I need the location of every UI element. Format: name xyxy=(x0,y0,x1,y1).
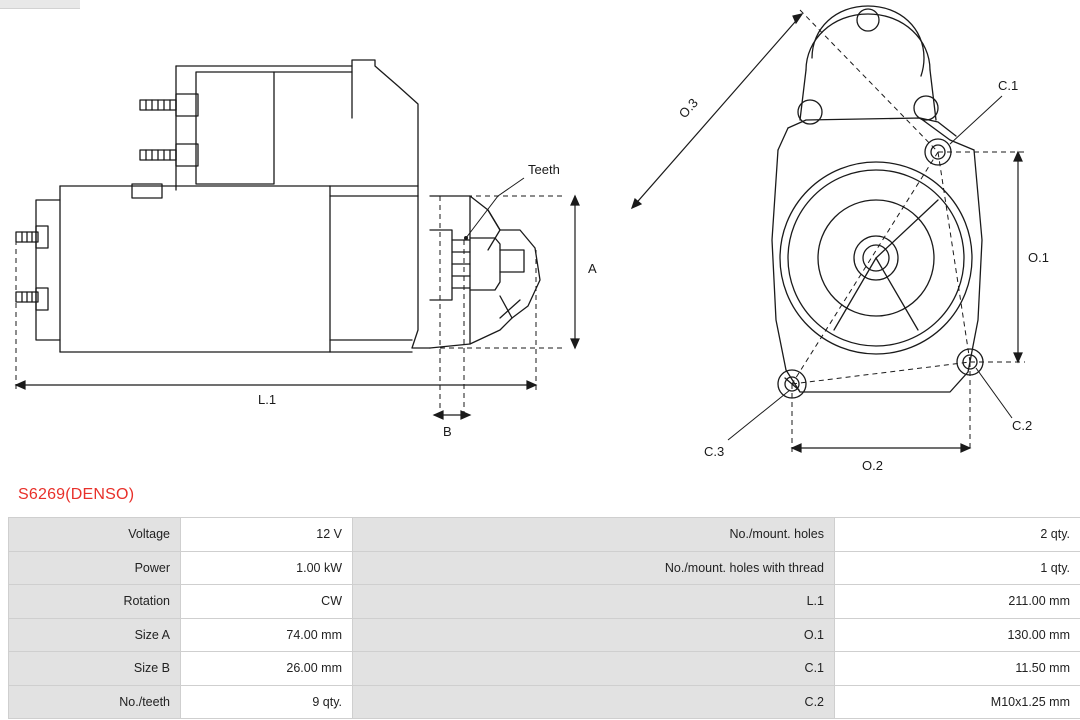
spec-value: 1 qty. xyxy=(835,551,1080,585)
spec-label: No./mount. holes xyxy=(353,518,835,552)
dimension-label-a: A xyxy=(588,261,597,276)
dimension-label-l1: L.1 xyxy=(258,392,277,407)
spec-value: M10x1.25 mm xyxy=(835,685,1080,719)
spec-label: C.1 xyxy=(353,652,835,686)
spec-value: 74.00 mm xyxy=(181,618,353,652)
spec-label: Rotation xyxy=(9,585,181,619)
callout-label-c2: C.2 xyxy=(1012,418,1033,433)
spec-label: No./mount. holes with thread xyxy=(353,551,835,585)
spec-label: O.1 xyxy=(353,618,835,652)
front-view-drawing xyxy=(620,0,1080,484)
spec-value: 211.00 mm xyxy=(835,585,1080,619)
spec-value: 12 V xyxy=(181,518,353,552)
table-row xyxy=(9,518,1080,552)
side-view-drawing xyxy=(0,0,620,484)
spec-value: 1.00 kW xyxy=(181,551,353,585)
specification-table-body xyxy=(9,518,1080,719)
dimension-label-o2: O.2 xyxy=(862,458,883,473)
spec-value: 11.50 mm xyxy=(835,652,1080,686)
spec-label: No./teeth xyxy=(9,685,181,719)
table-row xyxy=(9,618,1080,652)
table-row xyxy=(9,652,1080,686)
spec-label: Power xyxy=(9,551,181,585)
table-row xyxy=(9,551,1080,585)
spec-label: C.2 xyxy=(353,685,835,719)
spec-label: Voltage xyxy=(9,518,181,552)
table-row xyxy=(9,685,1080,719)
dimension-label-b: B xyxy=(443,424,452,439)
spec-value: 130.00 mm xyxy=(835,618,1080,652)
dimension-label-o3: O.3 xyxy=(675,95,701,121)
spec-label: Size A xyxy=(9,618,181,652)
specification-table xyxy=(8,517,1080,719)
callout-label-c1: C.1 xyxy=(998,78,1019,93)
spec-value: CW xyxy=(181,585,353,619)
teeth-label: Teeth xyxy=(528,162,560,177)
spec-value: 26.00 mm xyxy=(181,652,353,686)
spec-label: Size B xyxy=(9,652,181,686)
callout-label-c3: C.3 xyxy=(704,444,725,459)
spec-value: 2 qty. xyxy=(835,518,1080,552)
spec-label: L.1 xyxy=(353,585,835,619)
table-row xyxy=(9,585,1080,619)
dimension-label-o1: O.1 xyxy=(1028,250,1049,265)
spec-value: 9 qty. xyxy=(181,685,353,719)
part-code: S6269(DENSO) xyxy=(18,486,135,503)
